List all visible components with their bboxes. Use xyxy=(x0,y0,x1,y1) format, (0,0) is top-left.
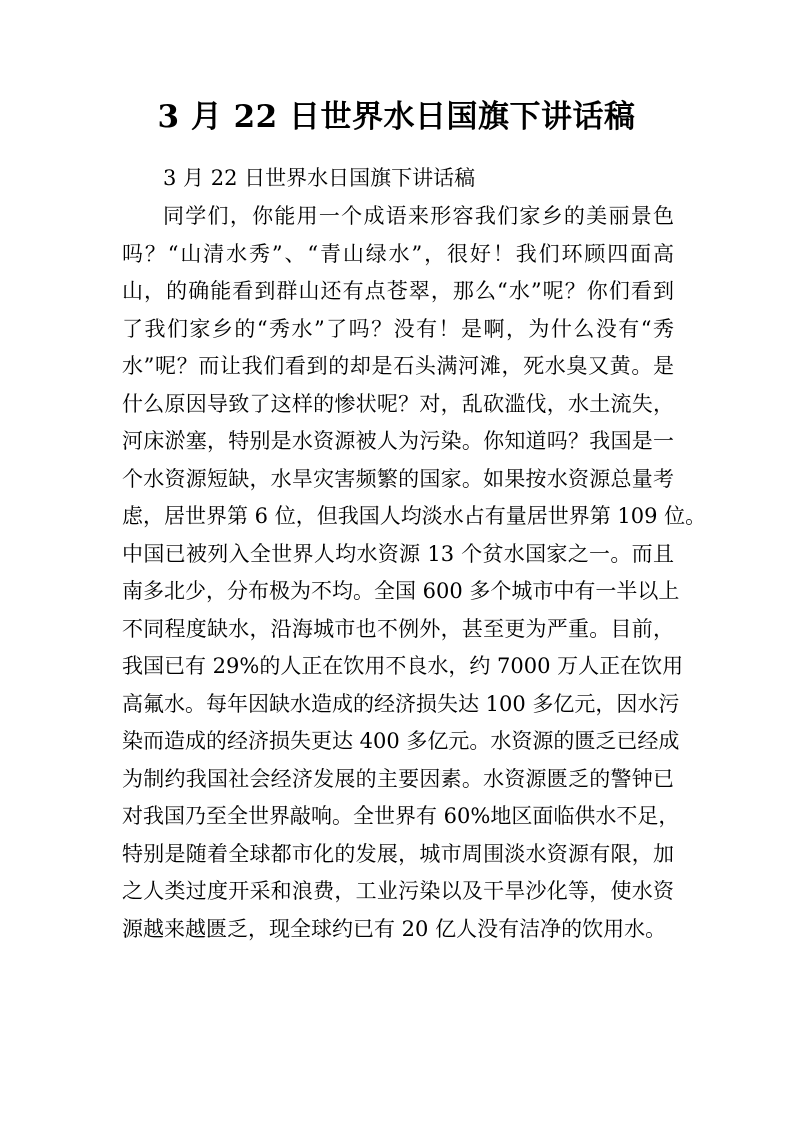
body-line: 染而造成的经济损失更达 400 多亿元。水资源的匮乏已经成 xyxy=(122,729,680,753)
body-line: 虑，居世界第 6 位，但我国人均淡水占有量居世界第 109 位。 xyxy=(122,504,707,528)
body-line: 之人类过度开采和浪费，工业污染以及干旱沙化等，使水资 xyxy=(122,879,674,903)
document-subtitle: 3 月 22 日世界水日国旗下讲话稿 xyxy=(163,166,476,190)
body-line: 河床淤塞，特别是水资源被人为污染。你知道吗？我国是一 xyxy=(122,429,674,453)
body-line: 源越来越匮乏，现全球约已有 20 亿人没有洁净的饮用水。 xyxy=(122,916,667,941)
body-line: 吗？“山清水秀”、“青山绿水”，很好！我们环顾四面高 xyxy=(122,241,674,266)
body-line: 我国已有 29%的人正在饮用不良水，约 7000 万人正在饮用 xyxy=(122,654,684,678)
body-line: 了我们家乡的“秀水”了吗？没有！是啊，为什么没有“秀 xyxy=(122,316,674,341)
body-line: 水”呢？而让我们看到的却是石头满河滩，死水臭又黄。是 xyxy=(122,354,674,378)
body-line: 同学们，你能用一个成语来形容我们家乡的美丽景色 xyxy=(163,204,674,228)
body-text xyxy=(122,198,707,948)
body-line: 对我国乃至全世界敲响。全世界有 60%地区面临供水不足， xyxy=(122,804,680,828)
body-line: 个水资源短缺，水旱灾害频繁的国家。如果按水资源总量考 xyxy=(122,466,674,491)
body-line: 为制约我国社会经济发展的主要因素。水资源匮乏的警钟已 xyxy=(122,766,674,791)
body-line: 特别是随着全球都市化的发展，城市周围淡水资源有限，加 xyxy=(122,841,674,866)
document-title: 3 月 22 日世界水日国旗下讲话稿 xyxy=(157,99,636,135)
body-line: 山，的确能看到群山还有点苍翠，那么“水”呢？你们看到 xyxy=(122,279,674,303)
body-line: 南多北少，分布极为不均。全国 600 多个城市中有一半以上 xyxy=(122,579,680,603)
body-line: 中国已被列入全世界人均水资源 13 个贫水国家之一。而且 xyxy=(122,541,674,566)
body-line: 不同程度缺水，沿海城市也不例外，甚至更为严重。目前， xyxy=(122,616,674,641)
body-line: 高氟水。每年因缺水造成的经济损失达 100 多亿元，因水污 xyxy=(122,691,680,716)
body-line: 什么原因导致了这样的惨状呢？对，乱砍滥伐，水土流失， xyxy=(122,391,674,416)
